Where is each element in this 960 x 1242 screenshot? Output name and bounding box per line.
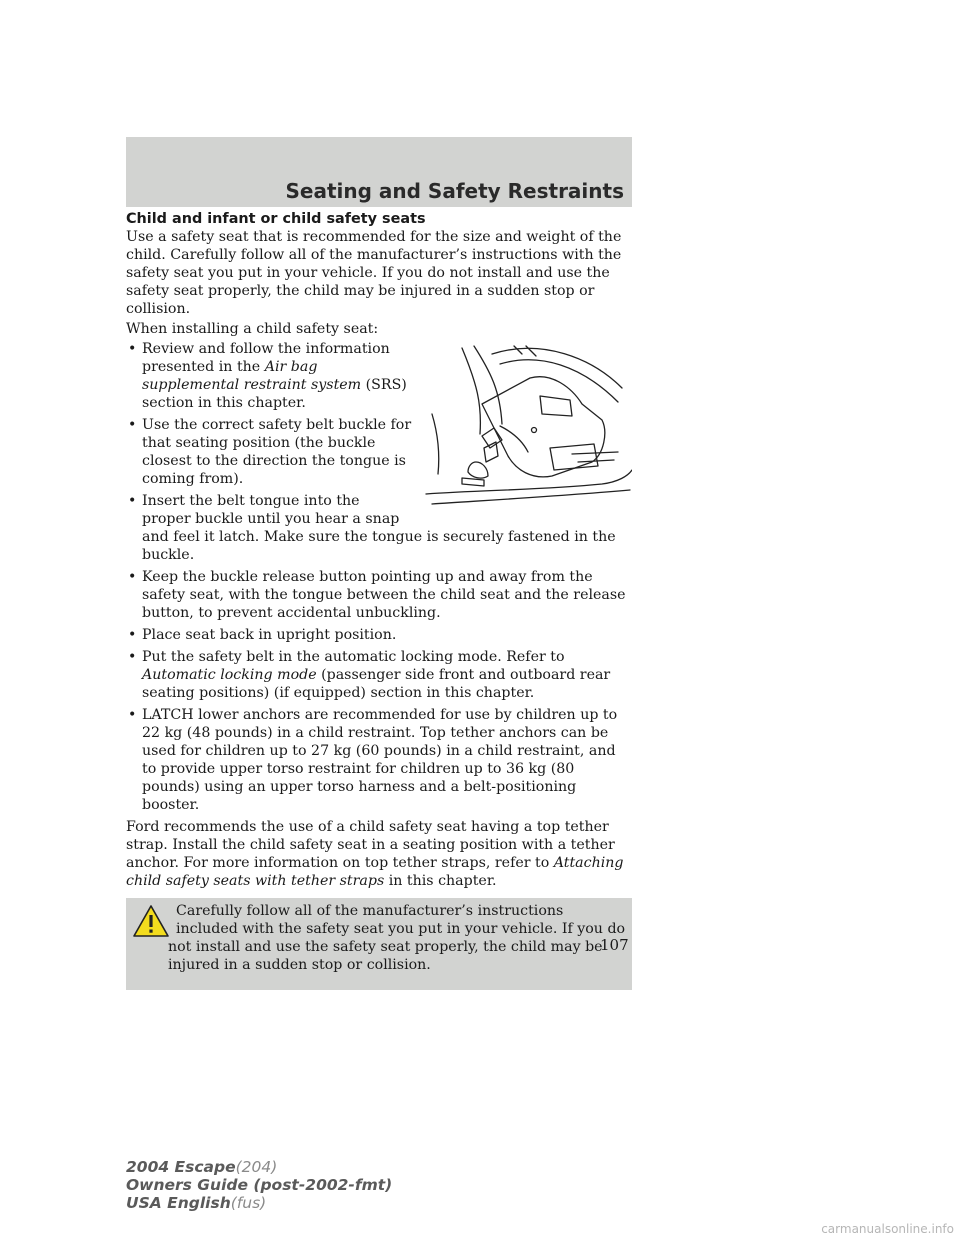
warning-text: Carefully follow all of the manufacturer’s instructions included with the safety seat you put in your vehicle. If you do not install and use the safety seat properly, the child may be injured in a sudden stop or collision.: [168, 903, 626, 973]
intro-paragraph: Use a safety seat that is recommended for the size and weight of the child. Carefully follow all of the manufacturer’s instructions with the safety seat you put in your vehicle. If you do not install and use the safety seat properly, the child may be injured in a sudden stop or collision.: [126, 229, 622, 317]
list-item: • Place seat back in upright position.: [126, 626, 632, 644]
warning-triangle-icon: [132, 904, 170, 938]
list-item: • Use the correct safety belt buckle for that seating position (the buckle closest to the direction the tongue is coming from).: [126, 416, 632, 488]
page-header-title: Seating and Safety Restraints: [285, 179, 624, 203]
installation-bullet-list: [126, 340, 632, 814]
section-title: Child and infant or child safety seats: [126, 211, 426, 227]
header-band: [126, 137, 632, 207]
page-number: 107: [600, 936, 629, 954]
tether-paragraph: Ford recommends the use of a child safety seat having a top tether strap. Install the child safety seat in a seating position with a tether anchor. For more information on top tether straps, refer to Attaching child safety seats with tether straps in this chapter.: [126, 819, 624, 889]
list-item: • Put the safety belt in the automatic locking mode. Refer to Automatic locking mode (passenger side front and outboard rear seating positions) (if equipped) section in this chapter.: [126, 648, 632, 702]
warning-box: [126, 898, 632, 990]
list-item: • Insert the belt tongue into the proper buckle until you hear a snap and feel it latch. Make sure the tongue is securely fastened in the buckle.: [126, 492, 632, 564]
list-item: • LATCH lower anchors are recommended for use by children up to 22 kg (48 pounds) in a child restraint. Top tether anchors can be used for children up to 27 kg (60 pounds) in a child restraint, and to provide upper torso restraint for children up to 36 kg (80 pounds) using an upper torso harness and a belt-positioning booster.: [126, 706, 632, 814]
list-item: • Keep the buckle release button pointing up and away from the safety seat, with the tongue between the child seat and the release button, to prevent accidental unbuckling.: [126, 568, 632, 622]
footer: 2004 Escape(204) Owners Guide (post-2002-fmt) USA English(fus): [126, 1158, 393, 1212]
list-item: • Review and follow the information presented in the Air bag supplemental restraint system (SRS) section in this chapter.: [126, 340, 632, 412]
installing-lead: When installing a child safety seat:: [126, 321, 379, 337]
watermark: carmanualsonline.info: [821, 1222, 954, 1236]
page-content: [126, 210, 632, 990]
